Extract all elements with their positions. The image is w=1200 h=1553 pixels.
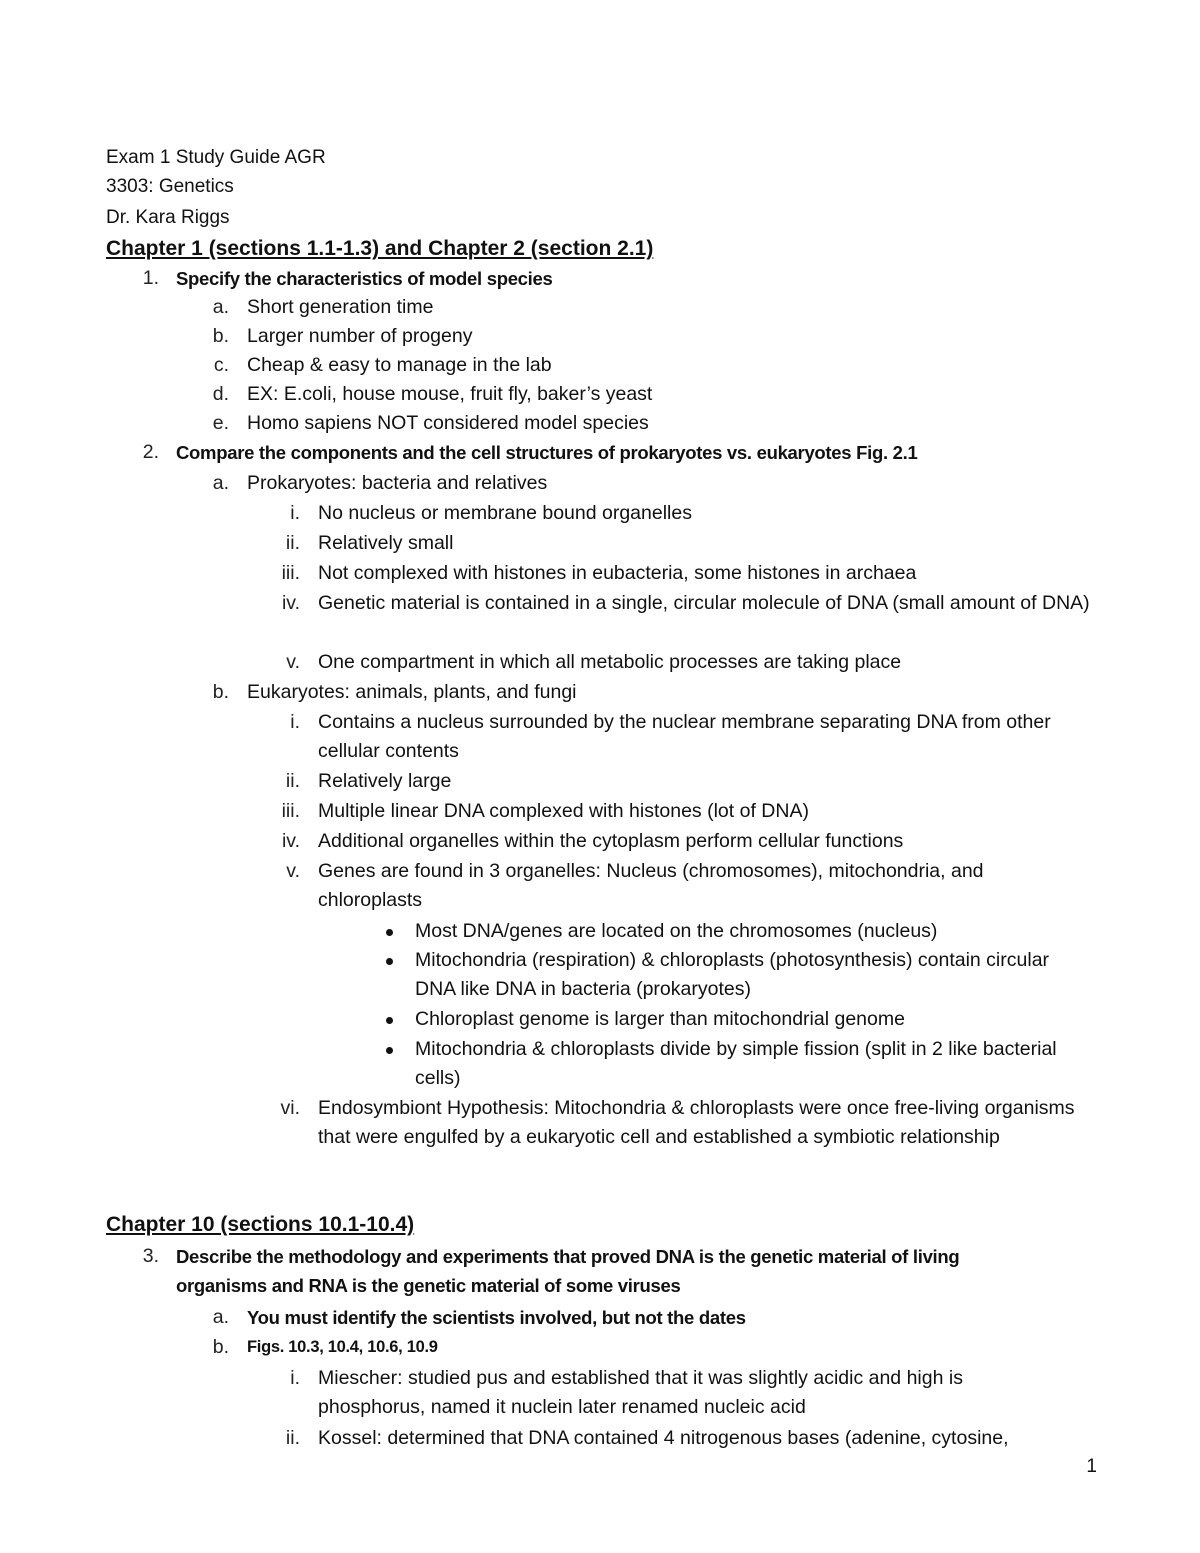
bullet-icon	[386, 1017, 393, 1024]
bullet-icon	[386, 929, 393, 936]
list-marker: 2.	[142, 441, 159, 463]
doc-title-line1: Exam 1 Study Guide AGR	[106, 147, 326, 168]
page-number: 1	[1086, 1456, 1097, 1477]
chapter-1-heading: Chapter 1 (sections 1.1-1.3) and Chapter 2 (section 2.1)	[106, 237, 654, 260]
doc-title-line2: 3303: Genetics	[106, 176, 234, 197]
document-page: Exam 1 Study Guide AGR 3303: Genetics Dr. Kara Riggs Chapter 1 (sections 1.1-1.3) and Chapter 2 (section 2.1) 1. Specify the characteristics of model species a. Short generation time b. Larger number of progeny c. Cheap & easy to manage in the lab d. EX: E.coli, house mouse, fruit fly, baker’s yeast e. Homo sapiens NOT considered model species 2. Compare the components and the cell structures of prokaryotes vs. eukaryotes Fig. 2.1 a. Prokaryotes: bacteria and relatives i. No nucleus or membrane bound organelles ii. Relatively small iii. Not complexed with histones in eubacteria, some histones in archaea iv. Genetic material is contained in a single, circular molecule of DNA (small amount of DNA) v. One compartment in which all metabolic processes are taking place b. Eukaryotes: animals, plants, and fungi i. Contains a nucleus surrounded by the nuclear membrane separating DNA from other cellular contents ii. Relatively large iii. Multiple linear DNA complexed with histones (lot of DNA) iv. Additional organelles within the cytoplasm perform cellular functions v. Genes are found in 3 organelles: Nucleus (chromosomes), mitochondria, and chloroplasts Most DNA/genes are located on the chromosomes (nucleus) Mitochondria (respiration) & chloroplasts (photosynthesis) contain circular DNA like DNA in bacteria (prokaryotes) Chloroplast genome is larger than mitochondrial genome Mitochondria & chloroplasts divide by simple fission (split in 2 like bacterial cells) vi. Endosymbiont Hypothesis: Mitochondria & chloroplasts were once free-living organisms that were engulfed by a eukaryotic cell and established a symbiotic relationship Chapter 10 (sections 10.1-10.4) 3. Describe the methodology and experiments that proved DNA is the genetic material of living organisms and RNA is the genetic material of some viruses a. You must identify the scientists involved, but not the dates b. Figs. 10.3, 10.4, 10.6, 10.9 i. Miescher: studied pus and established that it was slightly acidic and high is phosphorus, named it nuclein later renamed nucleic acid ii. Kossel: determined that DNA contained 4 nitrogenous bases (adenine, cytosine, 1	[106, 147, 1097, 1477]
bullet-icon	[386, 958, 393, 965]
instructor-name: Dr. Kara Riggs	[106, 207, 230, 228]
question-text: Compare the components and the cell structures of prokaryotes vs. eukaryotes Fig. 2.1	[176, 442, 918, 463]
question-text: Specify the characteristics of model species	[176, 268, 553, 289]
list-marker: 1.	[142, 267, 159, 289]
question-text: Describe the methodology and experiments that proved DNA is the genetic material of living organisms and RNA is the genetic material of some viruses	[176, 1246, 960, 1296]
bullet-icon	[386, 1047, 393, 1054]
chapter-10-heading: Chapter 10 (sections 10.1-10.4)	[106, 1213, 415, 1236]
list-marker: 3.	[142, 1245, 159, 1267]
